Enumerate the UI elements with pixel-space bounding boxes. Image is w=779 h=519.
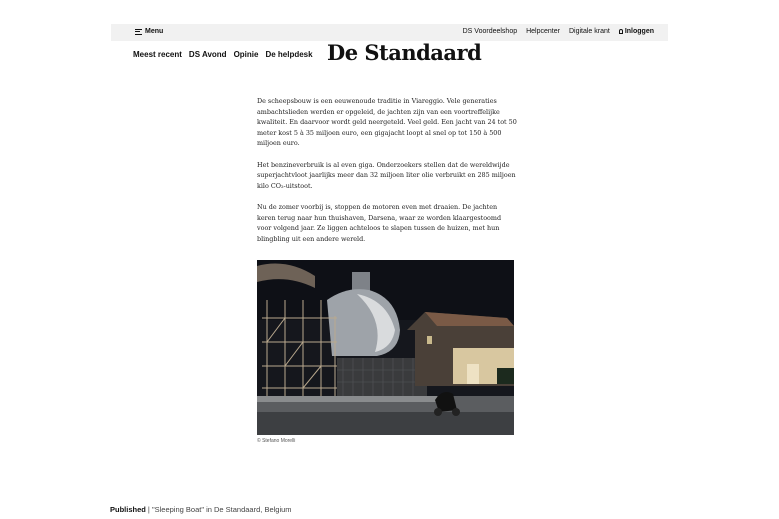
article-paragraph: Het benzineverbruik is al even giga. Onderzoekers stellen dat de wereldwijde superjachtvloot jaarlijks meer dan 32 miljoen liter olie verbruikt en 285 miljoen kilo CO₂-uitstoot.: [257, 160, 516, 190]
published-text: | "Sleeping Boat" in De Standaard, Belgium: [145, 505, 292, 514]
nav-item-helpdesk[interactable]: De helpdesk: [265, 50, 313, 59]
nav-item-meest-recent[interactable]: Meest recent: [133, 50, 182, 59]
article-photo: [257, 260, 514, 435]
photo-caption: © Stefano Morelli: [257, 438, 296, 444]
article-body: [257, 96, 517, 255]
link-voordeelshop[interactable]: DS Voordeelshop: [462, 28, 518, 35]
site-logo[interactable]: De Standaard: [327, 40, 482, 65]
publication-credit: [110, 505, 292, 514]
menu-icon: [135, 29, 142, 35]
menu-label: Menu: [145, 28, 164, 35]
published-label: Published: [110, 505, 146, 514]
user-icon: [619, 29, 623, 34]
login-button[interactable]: [619, 28, 654, 35]
top-links: [463, 28, 654, 35]
article-page: [111, 24, 668, 494]
login-label: Inloggen: [624, 28, 654, 35]
nav-item-ds-avond[interactable]: DS Avond: [188, 50, 227, 59]
article-paragraph: Nu de zomer voorbij is, stoppen de motoren even met draaien. De jachten keren terug naar hun thuishaven, Darsena, waar ze worden klaargestoomd voor volgend jaar. Ze liggen achteloos te slapen tussen de huizen, met hun blingbling uit een andere wereld.: [257, 203, 502, 243]
menu-button[interactable]: [135, 28, 163, 35]
link-helpcenter[interactable]: Helpcenter: [526, 28, 560, 35]
top-bar: [111, 24, 668, 41]
main-nav: [133, 50, 313, 59]
nav-item-opinie[interactable]: Opinie: [233, 50, 259, 59]
link-digitale-krant[interactable]: Digitale krant: [568, 28, 610, 35]
article-paragraph: De scheepsbouw is een eeuwenoude traditie in Viareggio. Vele generaties ambachtslieden werden er opgeleid, de jachten zijn van een voortreffelijke kwaliteit. En daarvoor wordt geld neergeteld. Veel geld. Een jacht van 24 tot 50 meter kost 5 à 35 miljoen euro, een gigajacht loopt al snel op tot 150 à 500 miljoen euro.: [257, 97, 517, 147]
